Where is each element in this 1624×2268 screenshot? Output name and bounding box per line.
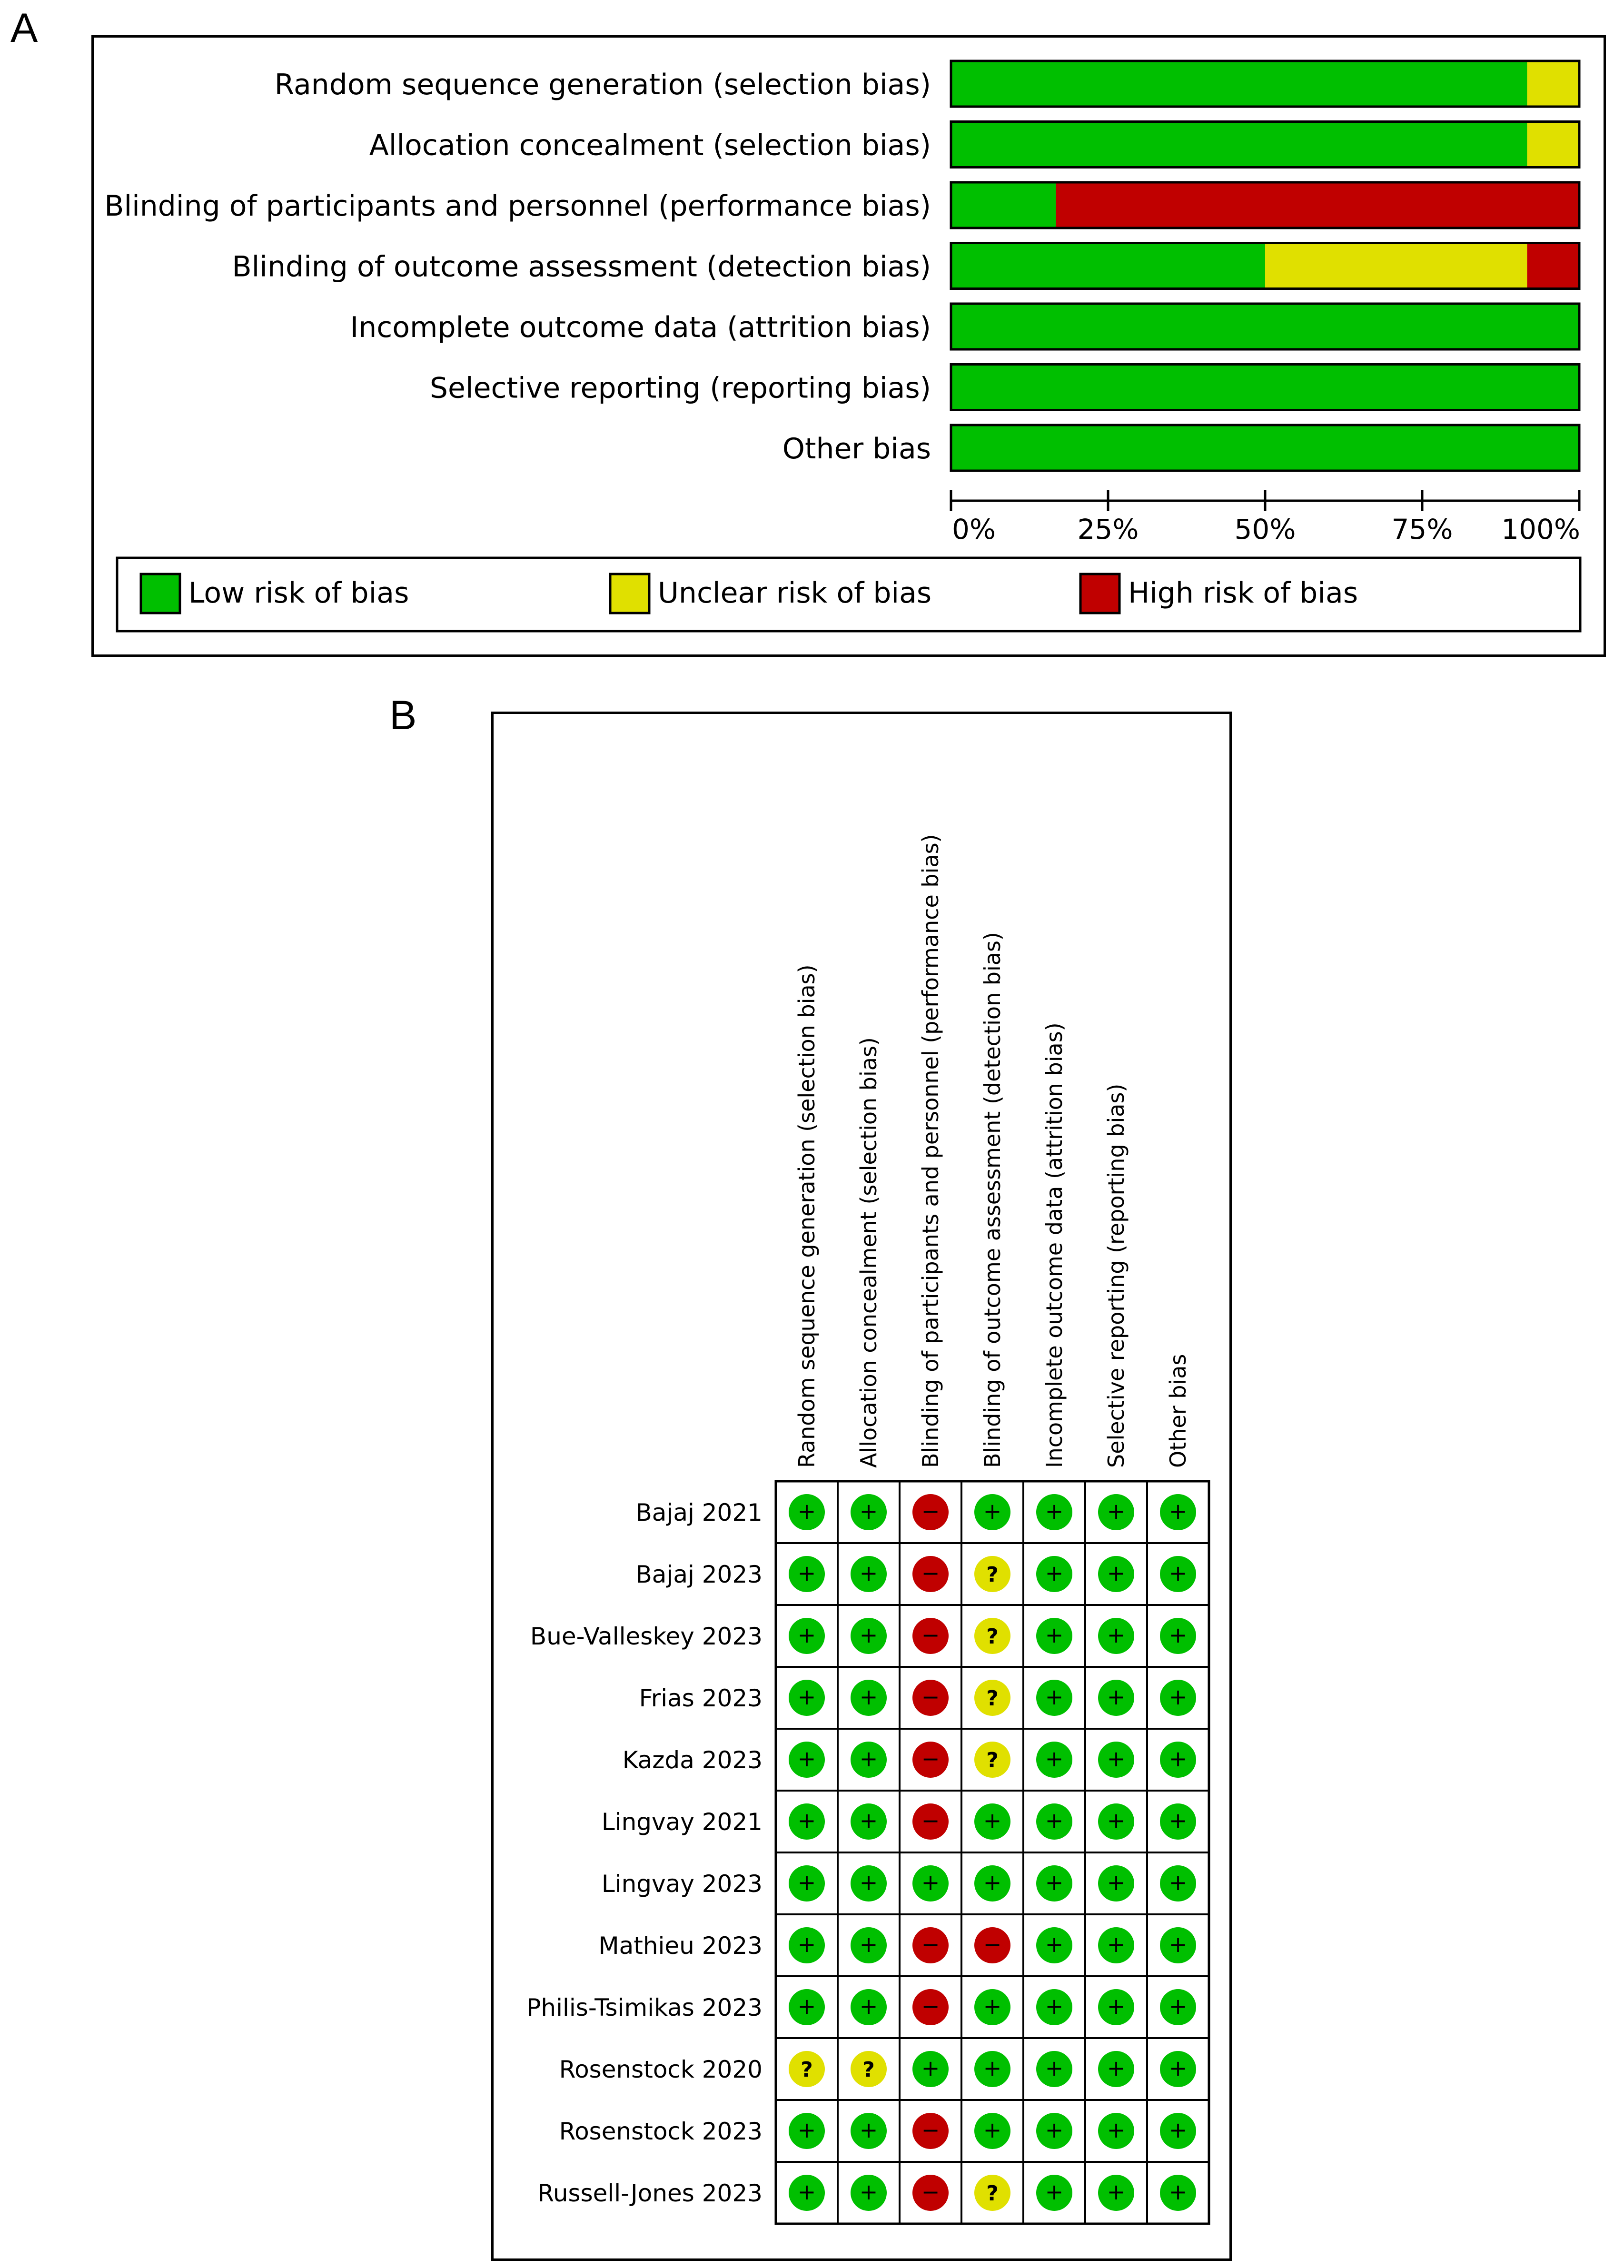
rating-symbol-r10-c1: ? bbox=[801, 2058, 813, 2082]
rating-symbol-r2-c7: + bbox=[1168, 1560, 1188, 1586]
rating-symbol-r5-c5: + bbox=[1045, 1746, 1064, 1772]
column-header-2: Allocation concealment (selection bias) bbox=[856, 1037, 881, 1468]
rating-symbol-r11-c7: + bbox=[1168, 2117, 1188, 2143]
rating-symbol-r3-c2: + bbox=[859, 1622, 878, 1648]
rating-symbol-r5-c2: + bbox=[859, 1746, 878, 1772]
rating-symbol-r3-c6: + bbox=[1107, 1622, 1126, 1648]
rating-symbol-r10-c4: + bbox=[983, 2055, 1002, 2081]
rating-symbol-r4-c1: + bbox=[797, 1684, 816, 1710]
rating-symbol-r7-c4: + bbox=[983, 1870, 1002, 1895]
rating-symbol-r2-c3: − bbox=[921, 1560, 940, 1586]
x-tick-label-1: 0% bbox=[952, 513, 996, 545]
rating-symbol-r7-c5: + bbox=[1045, 1870, 1064, 1895]
study-label-2: Bajaj 2023 bbox=[635, 1561, 762, 1588]
legend-label-unclear-risk-of-bias: Unclear risk of bias bbox=[658, 576, 932, 610]
rating-symbol-r12-c6: + bbox=[1107, 2179, 1126, 2205]
rating-symbol-r8-c3: − bbox=[921, 1931, 940, 1957]
rating-symbol-r12-c7: + bbox=[1168, 2179, 1188, 2205]
column-header-5: Incomplete outcome data (attrition bias) bbox=[1041, 1022, 1067, 1468]
rating-symbol-r4-c7: + bbox=[1168, 1684, 1188, 1710]
rating-symbol-r12-c5: + bbox=[1045, 2179, 1064, 2205]
rating-symbol-r10-c7: + bbox=[1168, 2055, 1188, 2081]
category-label-7: Other bias bbox=[782, 432, 931, 465]
column-header-1: Random sequence generation (selection bias) bbox=[794, 964, 820, 1468]
rating-symbol-r7-c7: + bbox=[1168, 1870, 1188, 1895]
rating-symbol-r4-c3: − bbox=[921, 1684, 940, 1710]
study-label-8: Mathieu 2023 bbox=[598, 1932, 762, 1960]
study-label-4: Frias 2023 bbox=[639, 1684, 762, 1712]
category-label-1: Random sequence generation (selection bias) bbox=[274, 68, 931, 101]
rating-symbol-r7-c2: + bbox=[859, 1870, 878, 1895]
rating-symbol-r2-c2: + bbox=[859, 1560, 878, 1586]
category-label-3: Blinding of participants and personnel (performance bias) bbox=[104, 189, 931, 223]
rating-symbol-r6-c6: + bbox=[1107, 1808, 1126, 1833]
rating-symbol-r11-c1: + bbox=[797, 2117, 816, 2143]
x-tick-label-5: 100% bbox=[1501, 513, 1580, 545]
rating-symbol-r9-c5: + bbox=[1045, 1993, 1064, 2019]
rating-symbol-r6-c7: + bbox=[1168, 1808, 1188, 1833]
rating-symbol-r10-c5: + bbox=[1045, 2055, 1064, 2081]
study-label-9: Philis-Tsimikas 2023 bbox=[526, 1994, 762, 2021]
rating-symbol-r9-c6: + bbox=[1107, 1993, 1126, 2019]
legend-label-high-risk-of-bias: High risk of bias bbox=[1128, 576, 1358, 610]
x-tick-label-2: 25% bbox=[1077, 513, 1139, 545]
study-label-12: Russell-Jones 2023 bbox=[537, 2179, 762, 2207]
rating-symbol-r1-c6: + bbox=[1107, 1498, 1126, 1524]
study-label-11: Rosenstock 2023 bbox=[559, 2118, 762, 2145]
rating-symbol-r6-c2: + bbox=[859, 1808, 878, 1833]
rating-symbol-r12-c4: ? bbox=[986, 2181, 999, 2206]
rating-symbol-r1-c4: + bbox=[983, 1498, 1002, 1524]
rating-symbol-r7-c6: + bbox=[1107, 1870, 1126, 1895]
rating-symbol-r9-c2: + bbox=[859, 1993, 878, 2019]
rating-symbol-r12-c2: + bbox=[859, 2179, 878, 2205]
rating-symbol-r8-c1: + bbox=[797, 1931, 816, 1957]
panel-a-letter: A bbox=[10, 5, 38, 51]
rating-symbol-r10-c6: + bbox=[1107, 2055, 1126, 2081]
study-label-7: Lingvay 2023 bbox=[601, 1870, 762, 1898]
rating-symbol-r8-c5: + bbox=[1045, 1931, 1064, 1957]
rating-symbol-r7-c3: + bbox=[921, 1870, 940, 1895]
rating-symbol-r2-c6: + bbox=[1107, 1560, 1126, 1586]
rating-symbol-r8-c6: + bbox=[1107, 1931, 1126, 1957]
rating-symbol-r11-c4: + bbox=[983, 2117, 1002, 2143]
rating-symbol-r1-c1: + bbox=[797, 1498, 816, 1524]
rating-symbol-r3-c7: + bbox=[1168, 1622, 1188, 1648]
rating-symbol-r7-c1: + bbox=[797, 1870, 816, 1895]
rating-symbol-r4-c2: + bbox=[859, 1684, 878, 1710]
category-label-5: Incomplete outcome data (attrition bias) bbox=[350, 311, 931, 344]
rating-symbol-r5-c6: + bbox=[1107, 1746, 1126, 1772]
rating-symbol-r11-c6: + bbox=[1107, 2117, 1126, 2143]
rating-symbol-r6-c5: + bbox=[1045, 1808, 1064, 1833]
rating-symbol-r9-c4: + bbox=[983, 1993, 1002, 2019]
rating-symbol-r12-c3: − bbox=[921, 2179, 940, 2205]
column-header-7: Other bias bbox=[1165, 1354, 1191, 1468]
rating-symbol-r9-c3: − bbox=[921, 1993, 940, 2019]
rating-symbol-r4-c4: ? bbox=[986, 1686, 999, 1711]
rating-symbol-r2-c5: + bbox=[1045, 1560, 1064, 1586]
rating-symbol-r9-c7: + bbox=[1168, 1993, 1188, 2019]
rating-symbol-r1-c2: + bbox=[859, 1498, 878, 1524]
rating-symbol-r4-c6: + bbox=[1107, 1684, 1126, 1710]
rating-symbol-r8-c7: + bbox=[1168, 1931, 1188, 1957]
rating-symbol-r10-c2: ? bbox=[862, 2058, 875, 2082]
rating-symbol-r11-c3: − bbox=[921, 2117, 940, 2143]
rating-symbol-r1-c7: + bbox=[1168, 1498, 1188, 1524]
rating-symbol-r8-c4: − bbox=[983, 1931, 1002, 1957]
column-header-4: Blinding of outcome assessment (detection bias) bbox=[980, 932, 1005, 1468]
x-tick-label-4: 75% bbox=[1391, 513, 1453, 545]
rating-symbol-r5-c4: ? bbox=[986, 1748, 999, 1773]
panel-b-letter: B bbox=[389, 693, 417, 738]
rating-symbol-r4-c5: + bbox=[1045, 1684, 1064, 1710]
rating-symbol-r11-c2: + bbox=[859, 2117, 878, 2143]
rating-symbol-r5-c1: + bbox=[797, 1746, 816, 1772]
category-label-6: Selective reporting (reporting bias) bbox=[429, 371, 931, 405]
rating-symbol-r1-c5: + bbox=[1045, 1498, 1064, 1524]
rating-symbol-r3-c4: ? bbox=[986, 1624, 999, 1649]
study-label-1: Bajaj 2021 bbox=[635, 1499, 762, 1526]
x-tick-label-3: 50% bbox=[1234, 513, 1296, 545]
rating-symbol-r6-c1: + bbox=[797, 1808, 816, 1833]
rating-symbol-r3-c1: + bbox=[797, 1622, 816, 1648]
column-header-6: Selective reporting (reporting bias) bbox=[1103, 1083, 1129, 1468]
rating-symbol-r2-c4: ? bbox=[986, 1563, 999, 1587]
legend-label-low-risk-of-bias: Low risk of bias bbox=[188, 576, 409, 610]
rating-symbol-r5-c3: − bbox=[921, 1746, 940, 1772]
rating-symbol-r6-c4: + bbox=[983, 1808, 1002, 1833]
rating-symbol-r3-c3: − bbox=[921, 1622, 940, 1648]
study-label-3: Bue-Valleskey 2023 bbox=[530, 1623, 762, 1650]
rating-symbol-r5-c7: + bbox=[1168, 1746, 1188, 1772]
rating-symbol-r10-c3: + bbox=[921, 2055, 940, 2081]
rating-symbol-r11-c5: + bbox=[1045, 2117, 1064, 2143]
rating-symbol-r2-c1: + bbox=[797, 1560, 816, 1586]
column-header-3: Blinding of participants and personnel (performance bias) bbox=[918, 834, 943, 1468]
study-label-10: Rosenstock 2020 bbox=[559, 2056, 762, 2083]
study-label-5: Kazda 2023 bbox=[622, 1746, 762, 1774]
rating-symbol-r3-c5: + bbox=[1045, 1622, 1064, 1648]
category-label-4: Blinding of outcome assessment (detection bias) bbox=[232, 250, 931, 284]
rating-symbol-r6-c3: − bbox=[921, 1808, 940, 1833]
rating-symbol-r8-c2: + bbox=[859, 1931, 878, 1957]
rating-symbol-r12-c1: + bbox=[797, 2179, 816, 2205]
rating-symbol-r9-c1: + bbox=[797, 1993, 816, 2019]
rating-symbol-r1-c3: − bbox=[921, 1498, 940, 1524]
category-label-2: Allocation concealment (selection bias) bbox=[369, 129, 931, 162]
study-label-6: Lingvay 2021 bbox=[601, 1808, 762, 1836]
